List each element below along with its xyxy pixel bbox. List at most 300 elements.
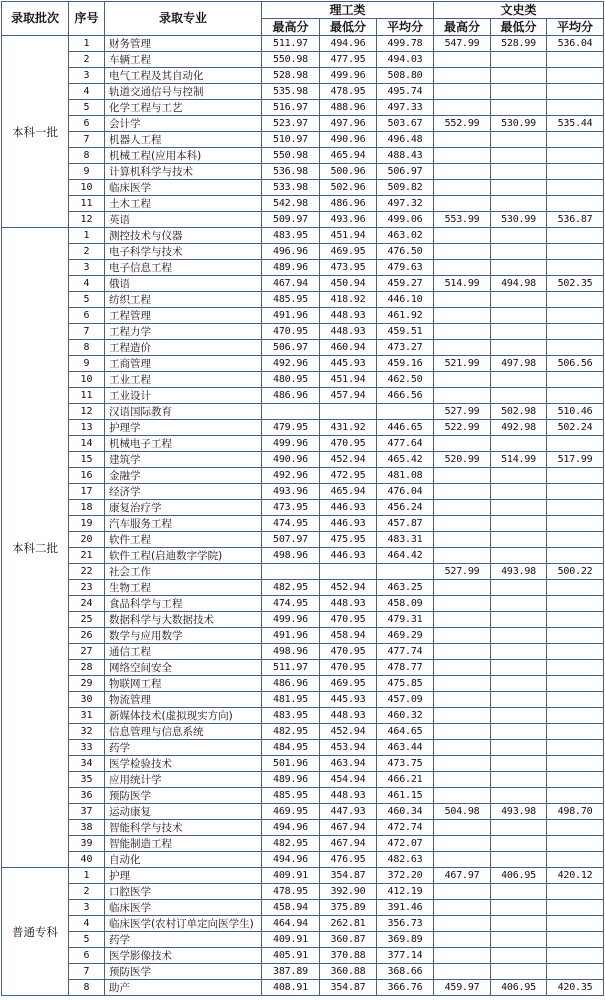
arts-max xyxy=(434,948,491,964)
batch-label: 普通专科 xyxy=(2,868,69,996)
science-avg: 477.64 xyxy=(377,436,434,452)
arts-min xyxy=(491,500,547,516)
arts-max xyxy=(434,900,491,916)
row-index: 7 xyxy=(69,132,105,148)
arts-min xyxy=(491,340,547,356)
science-min: 499.96 xyxy=(320,68,377,84)
science-max: 486.96 xyxy=(262,388,320,404)
table-row xyxy=(2,772,604,788)
arts-max: 514.99 xyxy=(434,276,491,292)
science-avg xyxy=(377,404,434,420)
major-name: 药学 xyxy=(105,740,262,756)
science-avg: 356.73 xyxy=(377,916,434,932)
science-avg: 366.76 xyxy=(377,980,434,996)
arts-avg xyxy=(547,756,604,772)
science-min: 488.96 xyxy=(320,100,377,116)
major-name: 会计学 xyxy=(105,116,262,132)
arts-max xyxy=(434,308,491,324)
arts-min xyxy=(491,52,547,68)
arts-max xyxy=(434,68,491,84)
science-min: 465.94 xyxy=(320,484,377,500)
row-index: 4 xyxy=(69,276,105,292)
arts-min xyxy=(491,916,547,932)
row-index: 34 xyxy=(69,756,105,772)
science-min: 502.96 xyxy=(320,180,377,196)
arts-min xyxy=(491,772,547,788)
arts-avg xyxy=(547,852,604,868)
science-max: 486.96 xyxy=(262,676,320,692)
science-max: 474.95 xyxy=(262,596,320,612)
arts-max xyxy=(434,644,491,660)
arts-avg xyxy=(547,308,604,324)
table-row xyxy=(2,804,604,820)
science-max: 481.95 xyxy=(262,692,320,708)
row-index: 25 xyxy=(69,612,105,628)
row-index: 21 xyxy=(69,548,105,564)
arts-avg xyxy=(547,292,604,308)
science-max: 528.98 xyxy=(262,68,320,84)
arts-avg xyxy=(547,612,604,628)
major-name: 信息管理与信息系统 xyxy=(105,724,262,740)
science-max: 507.97 xyxy=(262,532,320,548)
table-row xyxy=(2,420,604,436)
major-name: 医学检验技术 xyxy=(105,756,262,772)
arts-min xyxy=(491,612,547,628)
row-index: 3 xyxy=(69,260,105,276)
science-min: 418.92 xyxy=(320,292,377,308)
row-index: 17 xyxy=(69,484,105,500)
major-name: 护理 xyxy=(105,868,262,884)
science-avg: 478.77 xyxy=(377,660,434,676)
arts-max xyxy=(434,388,491,404)
arts-avg: 506.56 xyxy=(547,356,604,372)
arts-max xyxy=(434,132,491,148)
science-min: 465.94 xyxy=(320,148,377,164)
major-name: 金融学 xyxy=(105,468,262,484)
major-name: 药学 xyxy=(105,932,262,948)
arts-min xyxy=(491,468,547,484)
science-min: 472.95 xyxy=(320,468,377,484)
arts-max xyxy=(434,164,491,180)
row-index: 7 xyxy=(69,324,105,340)
science-max: 501.96 xyxy=(262,756,320,772)
row-index: 5 xyxy=(69,292,105,308)
arts-min xyxy=(491,692,547,708)
row-index: 13 xyxy=(69,420,105,436)
science-max: 494.96 xyxy=(262,852,320,868)
science-avg: 497.33 xyxy=(377,100,434,116)
arts-max xyxy=(434,596,491,612)
science-max: 480.95 xyxy=(262,372,320,388)
science-avg: 459.27 xyxy=(377,276,434,292)
major-name: 食品科学与工程 xyxy=(105,596,262,612)
science-min: 375.89 xyxy=(320,900,377,916)
arts-max xyxy=(434,372,491,388)
arts-max xyxy=(434,84,491,100)
arts-avg xyxy=(547,436,604,452)
table-row xyxy=(2,644,604,660)
row-index: 15 xyxy=(69,452,105,468)
arts-avg xyxy=(547,164,604,180)
major-name: 临床医学 xyxy=(105,900,262,916)
table-row xyxy=(2,964,604,980)
science-min: 473.95 xyxy=(320,260,377,276)
arts-max xyxy=(434,324,491,340)
arts-min xyxy=(491,196,547,212)
row-index: 8 xyxy=(69,980,105,996)
row-index: 28 xyxy=(69,660,105,676)
arts-min xyxy=(491,884,547,900)
science-min: 470.95 xyxy=(320,660,377,676)
table-row xyxy=(2,724,604,740)
arts-min xyxy=(491,788,547,804)
science-avg: 459.16 xyxy=(377,356,434,372)
table-row xyxy=(2,372,604,388)
science-max: 542.98 xyxy=(262,196,320,212)
row-index: 1 xyxy=(69,36,105,52)
arts-min xyxy=(491,948,547,964)
arts-max: 467.97 xyxy=(434,868,491,884)
arts-min xyxy=(491,148,547,164)
table-row xyxy=(2,36,604,52)
science-avg xyxy=(377,564,434,580)
arts-min xyxy=(491,68,547,84)
table-row xyxy=(2,516,604,532)
science-avg: 461.15 xyxy=(377,788,434,804)
arts-max: 527.99 xyxy=(434,404,491,420)
major-name: 土木工程 xyxy=(105,196,262,212)
arts-avg xyxy=(547,788,604,804)
major-name: 俄语 xyxy=(105,276,262,292)
arts-min xyxy=(491,436,547,452)
science-max: 492.96 xyxy=(262,468,320,484)
science-min: 470.95 xyxy=(320,612,377,628)
arts-avg: 536.87 xyxy=(547,212,604,228)
major-name: 建筑学 xyxy=(105,452,262,468)
arts-max xyxy=(434,788,491,804)
science-avg: 462.50 xyxy=(377,372,434,388)
science-max: 458.94 xyxy=(262,900,320,916)
major-name: 软件工程(启迪数字学院) xyxy=(105,548,262,564)
science-min: 450.94 xyxy=(320,276,377,292)
science-avg: 458.09 xyxy=(377,596,434,612)
row-index: 14 xyxy=(69,436,105,452)
arts-max xyxy=(434,676,491,692)
major-name: 医学影像技术 xyxy=(105,948,262,964)
major-name: 数学与应用数学 xyxy=(105,628,262,644)
arts-min xyxy=(491,964,547,980)
science-min: 453.94 xyxy=(320,740,377,756)
arts-max xyxy=(434,516,491,532)
table-row xyxy=(2,468,604,484)
table-row xyxy=(2,868,604,884)
science-max: 467.94 xyxy=(262,276,320,292)
table-row xyxy=(2,628,604,644)
row-index: 37 xyxy=(69,804,105,820)
arts-min xyxy=(491,660,547,676)
arts-avg xyxy=(547,964,604,980)
science-max: 492.96 xyxy=(262,356,320,372)
row-index: 3 xyxy=(69,68,105,84)
major-name: 英语 xyxy=(105,212,262,228)
science-max: 482.95 xyxy=(262,836,320,852)
arts-max xyxy=(434,964,491,980)
table-row xyxy=(2,852,604,868)
major-name: 化学工程与工艺 xyxy=(105,100,262,116)
arts-min xyxy=(491,164,547,180)
science-max: 498.96 xyxy=(262,644,320,660)
arts-max: 459.97 xyxy=(434,980,491,996)
science-min: 445.93 xyxy=(320,356,377,372)
science-avg: 472.07 xyxy=(377,836,434,852)
table-row xyxy=(2,756,604,772)
science-min: 493.96 xyxy=(320,212,377,228)
row-index: 29 xyxy=(69,676,105,692)
science-avg: 460.32 xyxy=(377,708,434,724)
science-min: 467.94 xyxy=(320,820,377,836)
science-avg: 457.09 xyxy=(377,692,434,708)
science-avg: 476.04 xyxy=(377,484,434,500)
major-name: 应用统计学 xyxy=(105,772,262,788)
science-max: 482.95 xyxy=(262,724,320,740)
table-row xyxy=(2,276,604,292)
major-name: 机械工程(应用本科) xyxy=(105,148,262,164)
science-avg: 495.74 xyxy=(377,84,434,100)
science-min xyxy=(320,564,377,580)
row-index: 33 xyxy=(69,740,105,756)
row-index: 12 xyxy=(69,212,105,228)
arts-avg xyxy=(547,836,604,852)
science-avg: 494.03 xyxy=(377,52,434,68)
major-name: 物联网工程 xyxy=(105,676,262,692)
arts-min: 494.98 xyxy=(491,276,547,292)
science-min: 470.95 xyxy=(320,436,377,452)
science-avg: 475.85 xyxy=(377,676,434,692)
arts-avg xyxy=(547,644,604,660)
science-max: 496.96 xyxy=(262,244,320,260)
row-index: 16 xyxy=(69,468,105,484)
table-row xyxy=(2,740,604,756)
arts-min xyxy=(491,724,547,740)
science-max: 491.96 xyxy=(262,308,320,324)
science-min: 490.96 xyxy=(320,132,377,148)
arts-max xyxy=(434,196,491,212)
major-name: 经济学 xyxy=(105,484,262,500)
science-max: 510.97 xyxy=(262,132,320,148)
science-avg: 412.19 xyxy=(377,884,434,900)
science-avg: 391.46 xyxy=(377,900,434,916)
science-min: 451.94 xyxy=(320,372,377,388)
arts-max xyxy=(434,532,491,548)
science-max: 550.98 xyxy=(262,148,320,164)
arts-min xyxy=(491,932,547,948)
arts-avg: 502.24 xyxy=(547,420,604,436)
table-row xyxy=(2,436,604,452)
arts-avg xyxy=(547,724,604,740)
science-max: 498.96 xyxy=(262,548,320,564)
header-science: 理工类 xyxy=(262,2,434,19)
table-row xyxy=(2,884,604,900)
science-avg: 456.24 xyxy=(377,500,434,516)
row-index: 36 xyxy=(69,788,105,804)
arts-max xyxy=(434,244,491,260)
science-max: 484.95 xyxy=(262,740,320,756)
arts-min xyxy=(491,852,547,868)
major-name: 自动化 xyxy=(105,852,262,868)
major-name: 轨道交通信号与控制 xyxy=(105,84,262,100)
science-avg: 466.56 xyxy=(377,388,434,404)
science-avg: 476.50 xyxy=(377,244,434,260)
admission-score-table xyxy=(1,1,604,996)
science-min: 463.94 xyxy=(320,756,377,772)
science-avg: 508.80 xyxy=(377,68,434,84)
major-name: 新媒体技术(虚拟现实方向) xyxy=(105,708,262,724)
table-row xyxy=(2,244,604,260)
science-max: 516.97 xyxy=(262,100,320,116)
row-index: 40 xyxy=(69,852,105,868)
science-min: 452.94 xyxy=(320,724,377,740)
arts-avg xyxy=(547,660,604,676)
table-row xyxy=(2,532,604,548)
science-max: 483.95 xyxy=(262,708,320,724)
arts-max xyxy=(434,916,491,932)
science-min: 447.93 xyxy=(320,804,377,820)
science-max: 489.96 xyxy=(262,772,320,788)
table-row xyxy=(2,948,604,964)
science-min: 446.93 xyxy=(320,516,377,532)
science-max: 511.97 xyxy=(262,36,320,52)
science-min: 460.94 xyxy=(320,340,377,356)
table-row xyxy=(2,612,604,628)
row-index: 26 xyxy=(69,628,105,644)
table-row xyxy=(2,356,604,372)
arts-min: 492.98 xyxy=(491,420,547,436)
major-name: 社会工作 xyxy=(105,564,262,580)
science-avg: 464.65 xyxy=(377,724,434,740)
table-body xyxy=(2,36,604,996)
arts-avg xyxy=(547,68,604,84)
science-min: 478.95 xyxy=(320,84,377,100)
major-name: 物流管理 xyxy=(105,692,262,708)
science-min: 360.87 xyxy=(320,932,377,948)
arts-avg xyxy=(547,820,604,836)
row-index: 2 xyxy=(69,884,105,900)
arts-min: 502.98 xyxy=(491,404,547,420)
arts-min xyxy=(491,484,547,500)
science-min: 500.96 xyxy=(320,164,377,180)
science-avg: 497.32 xyxy=(377,196,434,212)
arts-avg xyxy=(547,740,604,756)
science-avg: 465.42 xyxy=(377,452,434,468)
arts-avg: 420.12 xyxy=(547,868,604,884)
arts-max xyxy=(434,548,491,564)
arts-min xyxy=(491,756,547,772)
row-index: 12 xyxy=(69,404,105,420)
arts-avg xyxy=(547,132,604,148)
arts-max: 520.99 xyxy=(434,452,491,468)
row-index: 3 xyxy=(69,900,105,916)
table-row xyxy=(2,324,604,340)
arts-min xyxy=(491,740,547,756)
row-index: 35 xyxy=(69,772,105,788)
table-row xyxy=(2,500,604,516)
science-max: 489.96 xyxy=(262,260,320,276)
science-avg: 460.34 xyxy=(377,804,434,820)
arts-avg xyxy=(547,484,604,500)
arts-min xyxy=(491,132,547,148)
table-row xyxy=(2,388,604,404)
arts-max xyxy=(434,580,491,596)
science-avg: 479.31 xyxy=(377,612,434,628)
science-max: 469.95 xyxy=(262,804,320,820)
science-avg: 463.02 xyxy=(377,228,434,244)
arts-min: 514.99 xyxy=(491,452,547,468)
arts-avg xyxy=(547,244,604,260)
table-row xyxy=(2,660,604,676)
arts-avg xyxy=(547,148,604,164)
arts-max xyxy=(434,180,491,196)
arts-avg xyxy=(547,676,604,692)
row-index: 7 xyxy=(69,964,105,980)
header-index: 序号 xyxy=(69,2,105,36)
science-avg: 464.42 xyxy=(377,548,434,564)
major-name: 纺织工程 xyxy=(105,292,262,308)
science-min: 446.93 xyxy=(320,548,377,564)
arts-max xyxy=(434,500,491,516)
science-avg: 446.65 xyxy=(377,420,434,436)
row-index: 11 xyxy=(69,388,105,404)
header-major: 录取专业 xyxy=(105,2,262,36)
arts-max: 553.99 xyxy=(434,212,491,228)
major-name: 电子信息工程 xyxy=(105,260,262,276)
arts-min xyxy=(491,596,547,612)
arts-avg xyxy=(547,388,604,404)
science-max: 499.96 xyxy=(262,612,320,628)
arts-avg xyxy=(547,948,604,964)
science-max: 485.95 xyxy=(262,788,320,804)
table-row xyxy=(2,116,604,132)
science-max: 506.97 xyxy=(262,340,320,356)
science-avg: 482.63 xyxy=(377,852,434,868)
major-name: 康复治疗学 xyxy=(105,500,262,516)
science-avg: 377.14 xyxy=(377,948,434,964)
table-row xyxy=(2,100,604,116)
science-max: 491.96 xyxy=(262,628,320,644)
science-min xyxy=(320,404,377,420)
table-row xyxy=(2,836,604,852)
arts-max: 522.99 xyxy=(434,420,491,436)
row-index: 11 xyxy=(69,196,105,212)
arts-avg xyxy=(547,580,604,596)
science-avg: 463.25 xyxy=(377,580,434,596)
science-avg: 473.27 xyxy=(377,340,434,356)
arts-min xyxy=(491,900,547,916)
arts-avg xyxy=(547,532,604,548)
science-max: 405.91 xyxy=(262,948,320,964)
arts-max xyxy=(434,100,491,116)
row-index: 23 xyxy=(69,580,105,596)
science-min: 448.93 xyxy=(320,596,377,612)
arts-max xyxy=(434,484,491,500)
header-arts-avg: 平均分 xyxy=(547,19,604,36)
row-index: 5 xyxy=(69,932,105,948)
science-max: 509.97 xyxy=(262,212,320,228)
arts-min xyxy=(491,820,547,836)
row-index: 20 xyxy=(69,532,105,548)
science-min: 370.88 xyxy=(320,948,377,964)
science-max: 478.95 xyxy=(262,884,320,900)
arts-max xyxy=(434,836,491,852)
